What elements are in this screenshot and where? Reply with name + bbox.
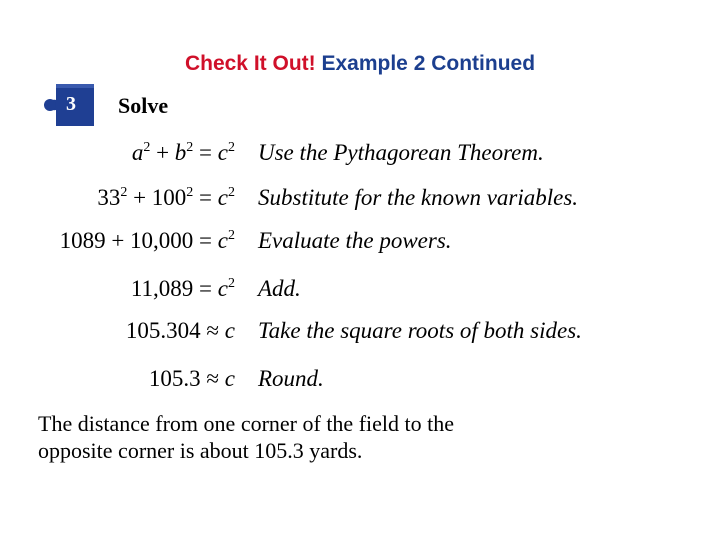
equation-row-5: 105.304 ≈ c	[125, 318, 235, 343]
equation-row-4: $11,089 = c^2$	[130, 276, 235, 301]
step-note-4: Add.	[258, 276, 301, 301]
step-note-2: Substitute for the known variables.	[258, 185, 579, 210]
step-note-5: Take the square roots of both sides.	[258, 318, 582, 343]
step-note-1: Use the Pythagorean Theorem.	[258, 140, 544, 165]
conclusion-line-1: The distance from one corner of the field to the	[38, 411, 455, 436]
conclusion-line-2: opposite corner is about 105.3 yards.	[38, 438, 363, 463]
equation-row-1: $a^2 + b^2 = c^2$	[131, 140, 235, 165]
title-check-it-out: Check It Out!	[184, 52, 316, 75]
conclusion-text	[38, 410, 638, 464]
step-note-3: Evaluate the powers.	[258, 228, 452, 253]
title-example: Example 2 Continued	[321, 52, 536, 75]
slide-title	[0, 52, 720, 76]
equation-row-6: 105.3 ≈ c	[148, 366, 235, 391]
step-number: 3	[66, 93, 76, 115]
equation-row-2: $33^2 + 100^2 = c^2$	[97, 185, 235, 210]
equation-row-3: $1089 + 10,000 = c^2$	[59, 228, 235, 253]
solve-label: Solve	[118, 93, 169, 118]
step-note-6: Round.	[258, 366, 324, 391]
